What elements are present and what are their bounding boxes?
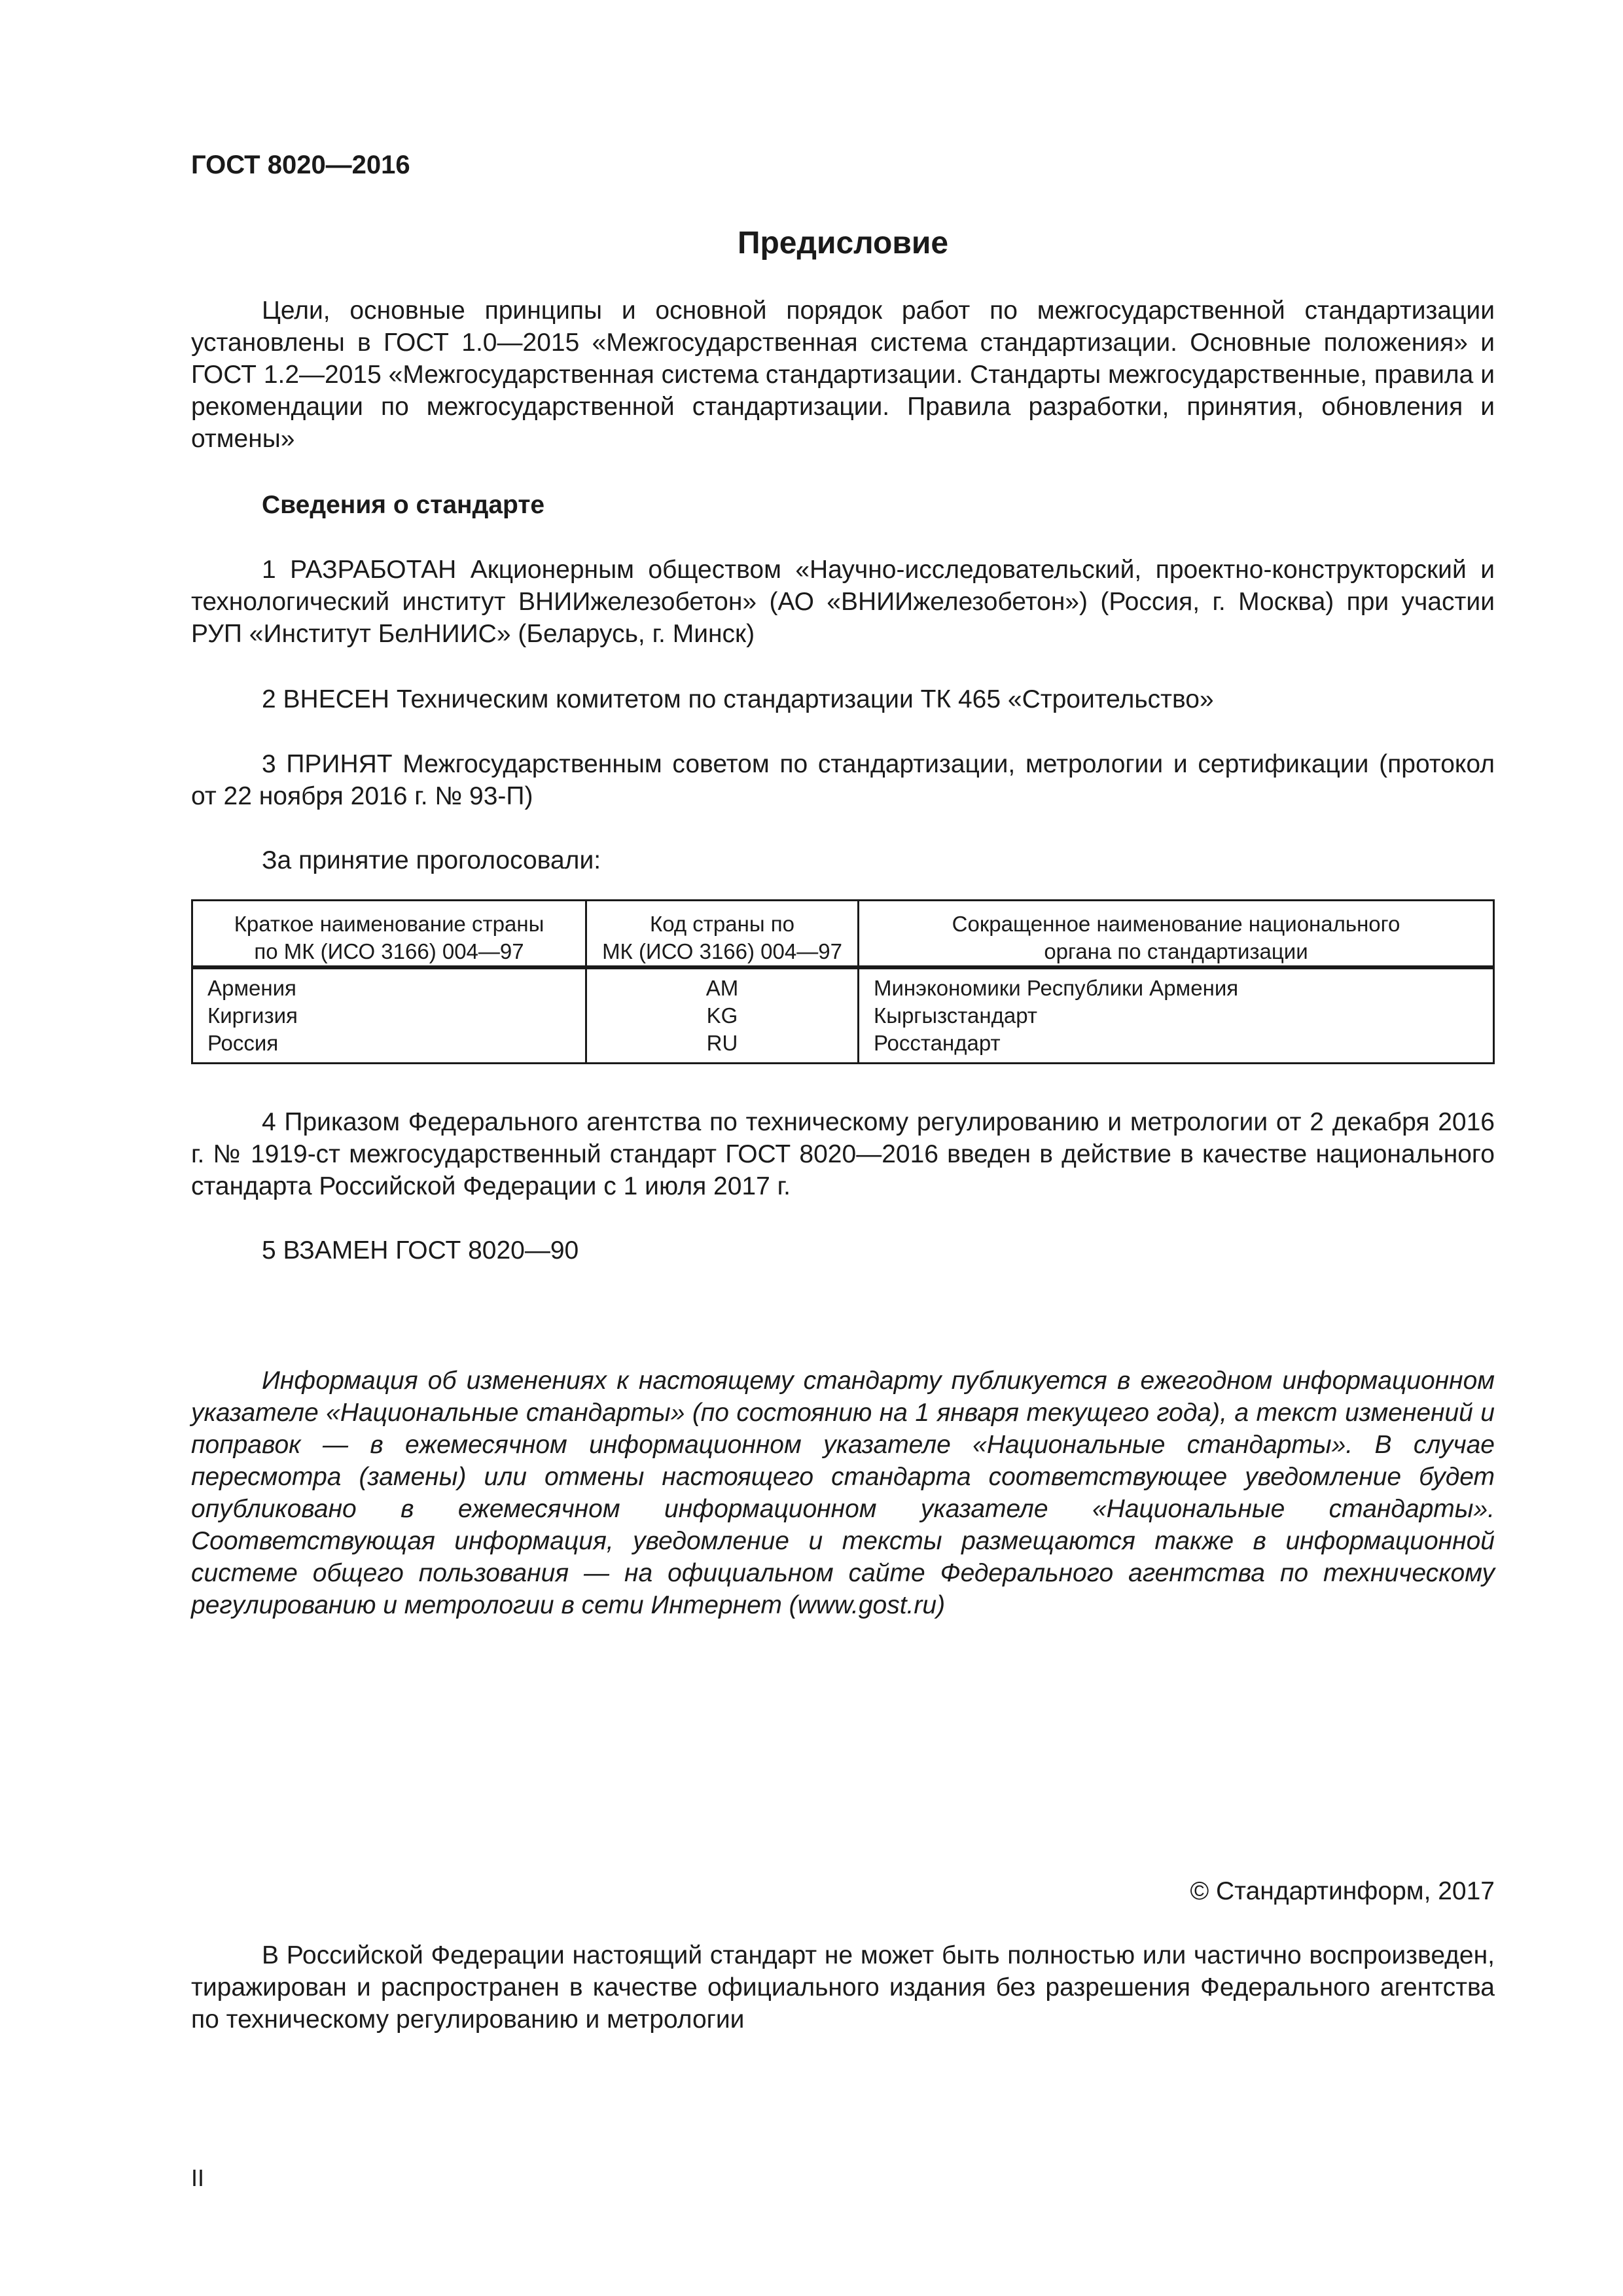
cell-country: Армения [192, 967, 586, 1002]
notice-paragraph: Информация об изменениях к настоящему стандарту публикуется в ежегодном информационном указателе «Национальные стандарты» (по состоянию на 1 января текущего года), а текст изменений и поправок — в ежемесячном информационном указателе «Национальные стандарты». В случае пересмотра (замены) или отмены настоящего стандарта соответствующее уведомление будет опубликовано в ежемесячном информационном указателе «Национальные стандарты». Соответствующая информация, уведомление и тексты размещаются также в информационной системе общего пользования — на официальном сайте Федерального агентства по техническому регулированию и метрологии в сети Интернет (www.gost.ru) [191, 1367, 1495, 1619]
header-national-body: Сокращенное наименование национального органа по стандартизации [859, 901, 1494, 968]
item-5-paragraph: 5 ВЗАМЕН ГОСТ 8020—90 [262, 1236, 579, 1265]
document-code: ГОСТ 8020—2016 [191, 151, 410, 179]
table-row [192, 967, 1494, 1002]
header-country-code: Код страны по МК (ИСО 3166) 004—97 [586, 901, 859, 968]
page-number: II [191, 2164, 205, 2191]
voting-table-header [192, 901, 1494, 968]
cell-body: Минэкономики Республики Армения [859, 967, 1494, 1002]
table-row [192, 1002, 1494, 1030]
cell-code: RU [586, 1030, 859, 1064]
item-3-paragraph: 3 ПРИНЯТ Межгосударственным советом по стандартизации, метрологии и сертификации (протокол от 22 ноября 2016 г. № 93-П) [191, 750, 1495, 810]
header-country-name: Краткое наименование страны по МК (ИСО 3166) 004—97 [192, 901, 586, 968]
cell-code: KG [586, 1002, 859, 1030]
cell-country: Россия [192, 1030, 586, 1064]
cell-body: Кыргызстандарт [859, 1002, 1494, 1030]
cell-country: Киргизия [192, 1002, 586, 1030]
page-title: Предисловие [737, 226, 949, 260]
item-1-paragraph: 1 РАЗРАБОТАН Акционерным обществом «Научно-исследовательский, проектно-конструкторский и технологический институт ВНИИжелезобетон» (АО «ВНИИжелезобетон») (Россия, г. Москва) при участии РУП «Институт БелНИИС» (Беларусь, г. Минск) [191, 556, 1495, 648]
rights-paragraph: В Российской Федерации настоящий стандарт не может быть полностью или частично воспроизведен, тиражирован и распространен в качестве официального издания без разрешения Федерального агентства по техническому регулированию и метрологии [191, 1941, 1495, 2034]
vote-label: За принятие проголосовали: [262, 846, 601, 874]
cell-code: AM [586, 967, 859, 1002]
item-2-paragraph: 2 ВНЕСЕН Техническим комитетом по стандартизации ТК 465 «Строительство» [262, 685, 1214, 713]
table-row [192, 1030, 1494, 1064]
voting-table-body [192, 967, 1494, 1064]
cell-body: Росстандарт [859, 1030, 1494, 1064]
item-4-paragraph: 4 Приказом Федерального агентства по техническому регулированию и метрологии от 2 декабря 2016 г. № 1919-ст межгосударственный стандарт ГОСТ 8020—2016 введен в действие в качестве национального стандарта Российской Федерации с 1 июля 2017 г. [191, 1108, 1495, 1200]
voting-table [191, 899, 1495, 1064]
info-heading: Сведения о стандарте [262, 491, 545, 519]
intro-paragraph: Цели, основные принципы и основной порядок работ по межгосударственной стандартизации установлены в ГОСТ 1.0—2015 «Межгосударственная система стандартизации. Основные положения» и ГОСТ 1.2—2015 «Межгосударственная система стандартизации. Стандарты межгосударственные, правила и рекомендации по межгосударственной стандартизации. Правила разработки, принятия, обновления и отмены» [191, 296, 1495, 453]
copyright-line: © Стандартинформ, 2017 [1190, 1877, 1495, 1905]
